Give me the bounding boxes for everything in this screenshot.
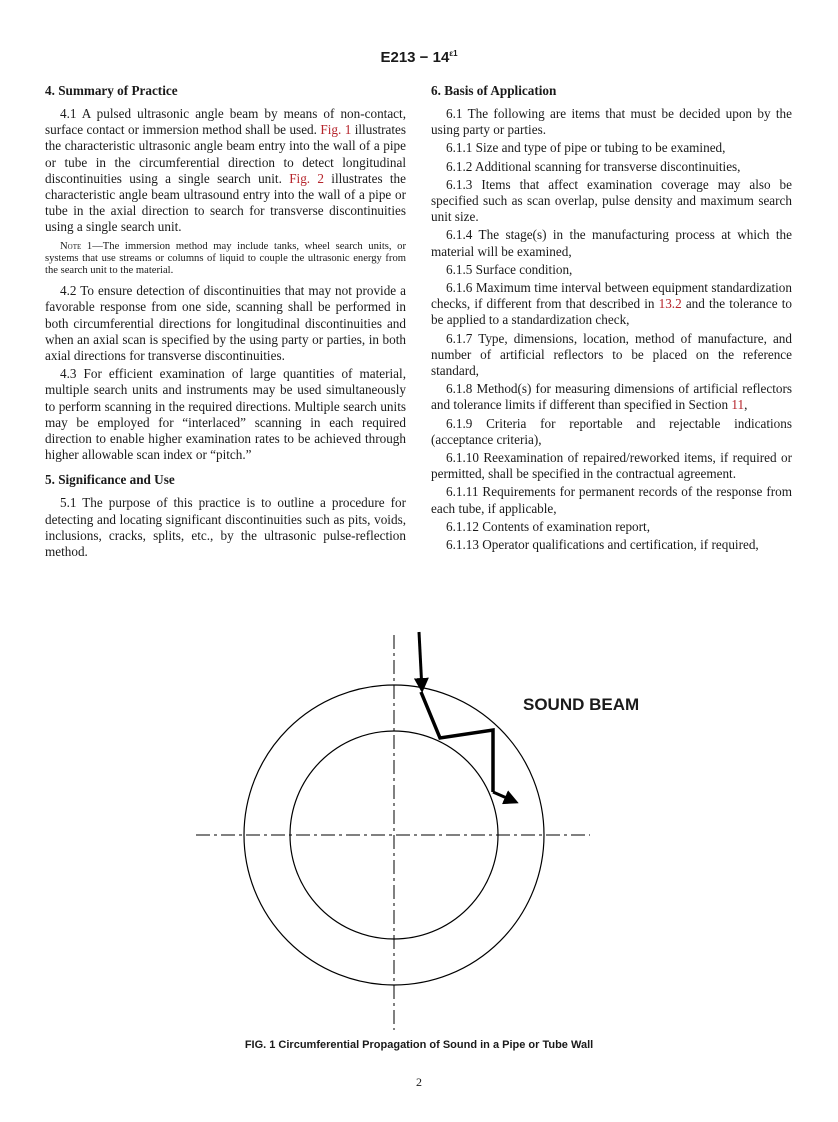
note-text: —The immersion method may include tanks, wheel search units, or systems that use streams or columns of liquid to couple the ultrasonic energy from the search unit to the material. — [45, 240, 407, 277]
figure-caption: FIG. 1 Circumferential Propagation of Sound in a Pipe or Tube Wall — [244, 1039, 594, 1051]
paragraph-6-1-4: 6.1.4 The stage(s) in the manufacturing process at which the material will be examined, — [431, 227, 792, 259]
paragraph-6-1: 6.1 The following are items that must be decided upon by the using party or parties. — [431, 106, 792, 138]
paragraph-6-1-8: 6.1.8 Method(s) for measuring dimensions of artificial reflectors and tolerance limits if different than specified in Section 11, — [431, 381, 792, 413]
designation-superscript: ε1 — [449, 49, 458, 58]
note-label: Note 1 — [60, 240, 93, 252]
paragraph-6-1-12: 6.1.12 Contents of examination report, — [446, 518, 651, 534]
paragraph-6-1-10: 6.1.10 Reexamination of repaired/reworked items, if required or permitted, shall be specified in the contractual agreement. — [431, 450, 792, 482]
paragraph-4-2: 4.2 To ensure detection of discontinuities that may not provide a favorable response from one side, scanning shall be performed in both circumferential directions for longitudinal discontinuities and when an axial scan is specified by the using party or parties, in both axial directions for transverse discontinuities. — [45, 283, 406, 364]
fig-2-link[interactable]: Fig. 2 — [289, 170, 324, 186]
paragraph-6-1-6: 6.1.6 Maximum time interval between equipment standardization checks, if different from that described in 13.2 and the tolerance to be applied to a standardization check, — [431, 280, 792, 328]
paragraph-4-1: 4.1 A pulsed ultrasonic angle beam by means of non-contact, surface contact or immersion method shall be used. Fig. 1 illustrates the characteristic ultrasonic angle beam entry into the wall of a pipe or tube in the circumferential direction to detect longitudinal discontinuities using a single search unit. Fig. 2 illustrates the characteristic angle beam ultrasound entry into the wall of a pipe or tube in the axial direction to search for transverse discontinuities using a single search unit. — [45, 106, 407, 235]
section-4-heading: 4. Summary of Practice — [45, 83, 178, 98]
fig-1-link[interactable]: Fig. 1 — [320, 122, 352, 138]
sound-beam-path — [421, 692, 493, 792]
incident-beam-arrow — [419, 632, 422, 690]
sound-beam-label: SOUND BEAM — [523, 695, 640, 714]
paragraph-6-1-7: 6.1.7 Type, dimensions, location, method of manufacture, and number of artificial reflectors to be placed on the reference standard, — [431, 330, 792, 379]
page-number: 2 — [416, 1075, 422, 1089]
paragraph-5-1: 5.1 The purpose of this practice is to outline a procedure for detecting and locating significant discontinuities such as pits, voids, inclusions, cracks, splits, etc., by the ultrasonic pulse-reflection method. — [45, 495, 406, 560]
pipe-cross-section-diagram — [190, 630, 600, 1038]
designation-text: E213 − 14 — [380, 49, 450, 66]
reflected-beam-arrow — [493, 792, 516, 802]
right-column — [431, 82, 792, 555]
paragraph-6-1-2: 6.1.2 Additional scanning for transverse discontinuities, — [446, 158, 741, 174]
paragraph-6-1-11: 6.1.11 Requirements for permanent records of the response from each tube, if applicable, — [431, 484, 792, 516]
document-designation — [0, 49, 838, 66]
paragraph-4-3: 4.3 For efficient examination of large quantities of material, multiple search units and instruments may be used simultaneously to perform scanning in the required directions. Multiple search units may be employed for “interlaced” scanning in each required direction to enable higher examination rates to be achieved through higher allowable scan index or “pitch.” — [45, 366, 406, 463]
paragraph-6-1-13: 6.1.13 Operator qualifications and certification, if required, — [446, 537, 759, 553]
section-5-heading: 5. Significance and Use — [45, 472, 175, 488]
paragraph-6-1-1: 6.1.1 Size and type of pipe or tubing to be examined, — [446, 140, 726, 156]
paragraph-6-1-3: 6.1.3 Items that affect examination coverage may also be specified such as scan overlap, pulse density and maximum search unit size. — [431, 176, 792, 225]
left-column — [45, 82, 406, 562]
note-1 — [45, 241, 406, 278]
paragraph-6-1-5: 6.1.5 Surface condition, — [446, 261, 573, 277]
section-6-heading: 6. Basis of Application — [431, 83, 557, 98]
paragraph-6-1-9: 6.1.9 Criteria for reportable and rejectable indications (acceptance criteria), — [431, 415, 792, 447]
section-11-link[interactable]: 11 — [731, 397, 745, 413]
section-13-2-link[interactable]: 13.2 — [658, 296, 682, 312]
